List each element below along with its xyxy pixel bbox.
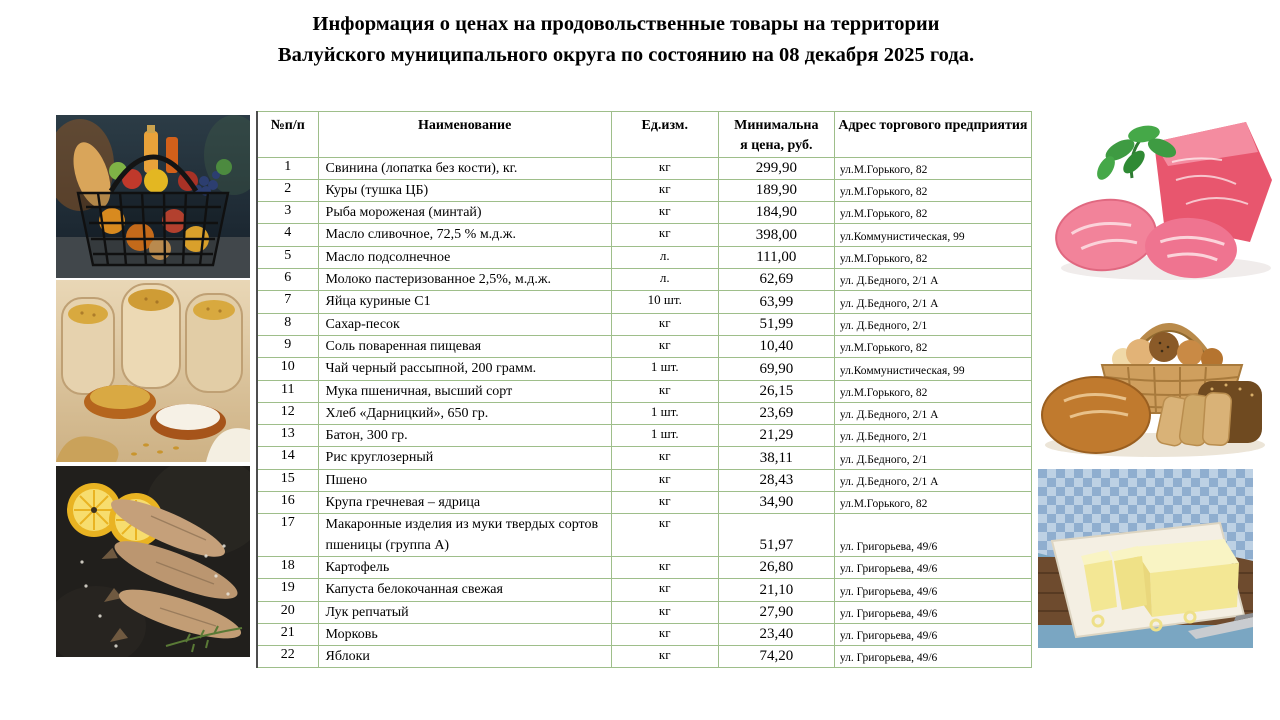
item-unit: 1 шт.	[611, 425, 718, 447]
item-unit: кг	[611, 469, 718, 491]
item-unit: кг	[611, 179, 718, 201]
item-unit: кг	[611, 224, 718, 246]
item-unit: 1 шт.	[611, 402, 718, 424]
item-unit: кг	[611, 514, 718, 557]
item-price: 10,40	[718, 335, 834, 357]
table-row	[257, 269, 1032, 291]
table-row	[257, 425, 1032, 447]
item-price: 27,90	[718, 601, 834, 623]
table-row	[257, 335, 1032, 357]
item-price: 23,40	[718, 623, 834, 645]
item-price: 63,99	[718, 291, 834, 313]
row-number: 8	[257, 313, 318, 335]
store-address: ул.М.Горького, 82	[834, 179, 1031, 201]
item-name: Лук репчатый	[318, 601, 611, 623]
store-address: ул.М.Горького, 82	[834, 492, 1031, 514]
item-price: 34,90	[718, 492, 834, 514]
item-price: 51,97	[718, 514, 834, 557]
grocery-basket-photo	[56, 115, 250, 278]
store-address: ул. Григорьева, 49/6	[834, 579, 1031, 601]
page-title-line2: Валуйского муниципального округа по состоянию на 08 декабря 2025 года.	[277, 44, 975, 66]
item-name: Батон, 300 гр.	[318, 425, 611, 447]
table-row	[257, 556, 1032, 578]
item-name: Чай черный рассыпной, 200 грамм.	[318, 358, 611, 380]
item-price: 26,80	[718, 556, 834, 578]
item-name: Яйца куриные С1	[318, 291, 611, 313]
butter-photo	[1038, 469, 1253, 648]
store-address: ул. Григорьева, 49/6	[834, 556, 1031, 578]
item-name: Хлеб «Дарницкий», 650 гр.	[318, 402, 611, 424]
item-unit: кг	[611, 335, 718, 357]
table-row	[257, 492, 1032, 514]
grain-sacks-photo	[56, 280, 250, 462]
col-header-unit: Ед.изм.	[611, 112, 718, 158]
item-price: 69,90	[718, 358, 834, 380]
row-number: 21	[257, 623, 318, 645]
item-unit: кг	[611, 492, 718, 514]
item-price: 21,10	[718, 579, 834, 601]
price-table	[256, 111, 1032, 668]
table-row	[257, 291, 1032, 313]
item-unit: 10 шт.	[611, 291, 718, 313]
item-unit: кг	[611, 313, 718, 335]
col-header-price-line1: Минимальна	[734, 118, 819, 133]
item-unit: кг	[611, 646, 718, 668]
item-name: Мука пшеничная, высший сорт	[318, 380, 611, 402]
item-name: Рыба мороженая (минтай)	[318, 202, 611, 224]
item-name: Макаронные изделия из муки твердых сортов пшеницы (группа А)	[318, 514, 611, 557]
table-row	[257, 646, 1032, 668]
table-row	[257, 601, 1032, 623]
table-row	[257, 358, 1032, 380]
row-number: 11	[257, 380, 318, 402]
table-row	[257, 313, 1032, 335]
item-name: Масло подсолнечное	[318, 246, 611, 268]
item-unit: кг	[611, 623, 718, 645]
row-number: 6	[257, 269, 318, 291]
price-table-body	[257, 157, 1032, 668]
row-number: 14	[257, 447, 318, 469]
item-unit: кг	[611, 601, 718, 623]
row-number: 9	[257, 335, 318, 357]
page-title-line1: Информация о ценах на продовольственные товары на территории	[312, 13, 940, 35]
store-address: ул. Д.Бедного, 2/1 А	[834, 469, 1031, 491]
item-name: Свинина (лопатка без кости), кг.	[318, 157, 611, 179]
row-number: 13	[257, 425, 318, 447]
raw-meat-photo	[1036, 100, 1277, 285]
row-number: 22	[257, 646, 318, 668]
col-header-number: №п/п	[257, 112, 318, 158]
item-name: Картофель	[318, 556, 611, 578]
page-title	[0, 9, 1252, 71]
row-number: 15	[257, 469, 318, 491]
store-address: ул.М.Горького, 82	[834, 157, 1031, 179]
store-address: ул. Д.Бедного, 2/1 А	[834, 402, 1031, 424]
item-unit: кг	[611, 447, 718, 469]
store-address: ул.М.Горького, 82	[834, 246, 1031, 268]
item-unit: кг	[611, 202, 718, 224]
store-address: ул.М.Горького, 82	[834, 202, 1031, 224]
bread-basket-photo	[1040, 285, 1270, 462]
item-price: 21,29	[718, 425, 834, 447]
row-number: 1	[257, 157, 318, 179]
table-row	[257, 246, 1032, 268]
item-unit: л.	[611, 246, 718, 268]
row-number: 2	[257, 179, 318, 201]
item-name: Пшено	[318, 469, 611, 491]
table-row	[257, 380, 1032, 402]
store-address: ул. Григорьева, 49/6	[834, 623, 1031, 645]
col-header-price-line2: я цена, руб.	[740, 138, 813, 154]
table-row	[257, 402, 1032, 424]
item-name: Соль поваренная пищевая	[318, 335, 611, 357]
row-number: 5	[257, 246, 318, 268]
row-number: 18	[257, 556, 318, 578]
item-price: 184,90	[718, 202, 834, 224]
item-price: 38,11	[718, 447, 834, 469]
store-address: ул. Григорьева, 49/6	[834, 646, 1031, 668]
table-row	[257, 623, 1032, 645]
item-unit: 1 шт.	[611, 358, 718, 380]
store-address: ул. Д.Бедного, 2/1	[834, 447, 1031, 469]
row-number: 20	[257, 601, 318, 623]
item-name: Морковь	[318, 623, 611, 645]
item-price: 189,90	[718, 179, 834, 201]
row-number: 3	[257, 202, 318, 224]
item-name: Капуста белокочанная свежая	[318, 579, 611, 601]
item-name: Яблоки	[318, 646, 611, 668]
item-unit: кг	[611, 157, 718, 179]
table-header-row	[257, 112, 1032, 158]
item-price: 299,90	[718, 157, 834, 179]
item-unit: кг	[611, 556, 718, 578]
item-unit: кг	[611, 579, 718, 601]
store-address: ул. Д.Бедного, 2/1 А	[834, 291, 1031, 313]
table-row	[257, 224, 1032, 246]
item-price: 74,20	[718, 646, 834, 668]
frozen-fish-photo	[56, 466, 250, 657]
row-number: 17	[257, 514, 318, 557]
store-address: ул.М.Горького, 82	[834, 380, 1031, 402]
col-header-address: Адрес торгового предприятия	[834, 112, 1031, 158]
table-row	[257, 202, 1032, 224]
store-address: ул.Коммунистическая, 99	[834, 358, 1031, 380]
item-name: Рис круглозерный	[318, 447, 611, 469]
item-unit: кг	[611, 380, 718, 402]
item-price: 62,69	[718, 269, 834, 291]
store-address: ул. Д.Бедного, 2/1	[834, 425, 1031, 447]
row-number: 19	[257, 579, 318, 601]
table-row	[257, 179, 1032, 201]
item-price: 398,00	[718, 224, 834, 246]
row-number: 12	[257, 402, 318, 424]
table-row	[257, 447, 1032, 469]
item-unit: л.	[611, 269, 718, 291]
item-name: Масло сливочное, 72,5 % м.д.ж.	[318, 224, 611, 246]
table-row	[257, 157, 1032, 179]
store-address: ул. Д.Бедного, 2/1 А	[834, 269, 1031, 291]
row-number: 4	[257, 224, 318, 246]
item-name: Куры (тушка ЦБ)	[318, 179, 611, 201]
item-price: 28,43	[718, 469, 834, 491]
store-address: ул.Коммунистическая, 99	[834, 224, 1031, 246]
row-number: 7	[257, 291, 318, 313]
row-number: 10	[257, 358, 318, 380]
item-price: 26,15	[718, 380, 834, 402]
item-name: Молоко пастеризованное 2,5%, м.д.ж.	[318, 269, 611, 291]
col-header-name: Наименование	[318, 112, 611, 158]
table-row	[257, 514, 1032, 557]
item-name: Крупа гречневая – ядрица	[318, 492, 611, 514]
item-name: Сахар-песок	[318, 313, 611, 335]
table-row	[257, 469, 1032, 491]
store-address: ул. Григорьева, 49/6	[834, 601, 1031, 623]
item-price: 23,69	[718, 402, 834, 424]
col-header-price	[718, 112, 834, 158]
item-price: 51,99	[718, 313, 834, 335]
store-address: ул. Д.Бедного, 2/1	[834, 313, 1031, 335]
store-address: ул.М.Горького, 82	[834, 335, 1031, 357]
table-row	[257, 579, 1032, 601]
store-address: ул. Григорьева, 49/6	[834, 514, 1031, 557]
row-number: 16	[257, 492, 318, 514]
item-price: 111,00	[718, 246, 834, 268]
